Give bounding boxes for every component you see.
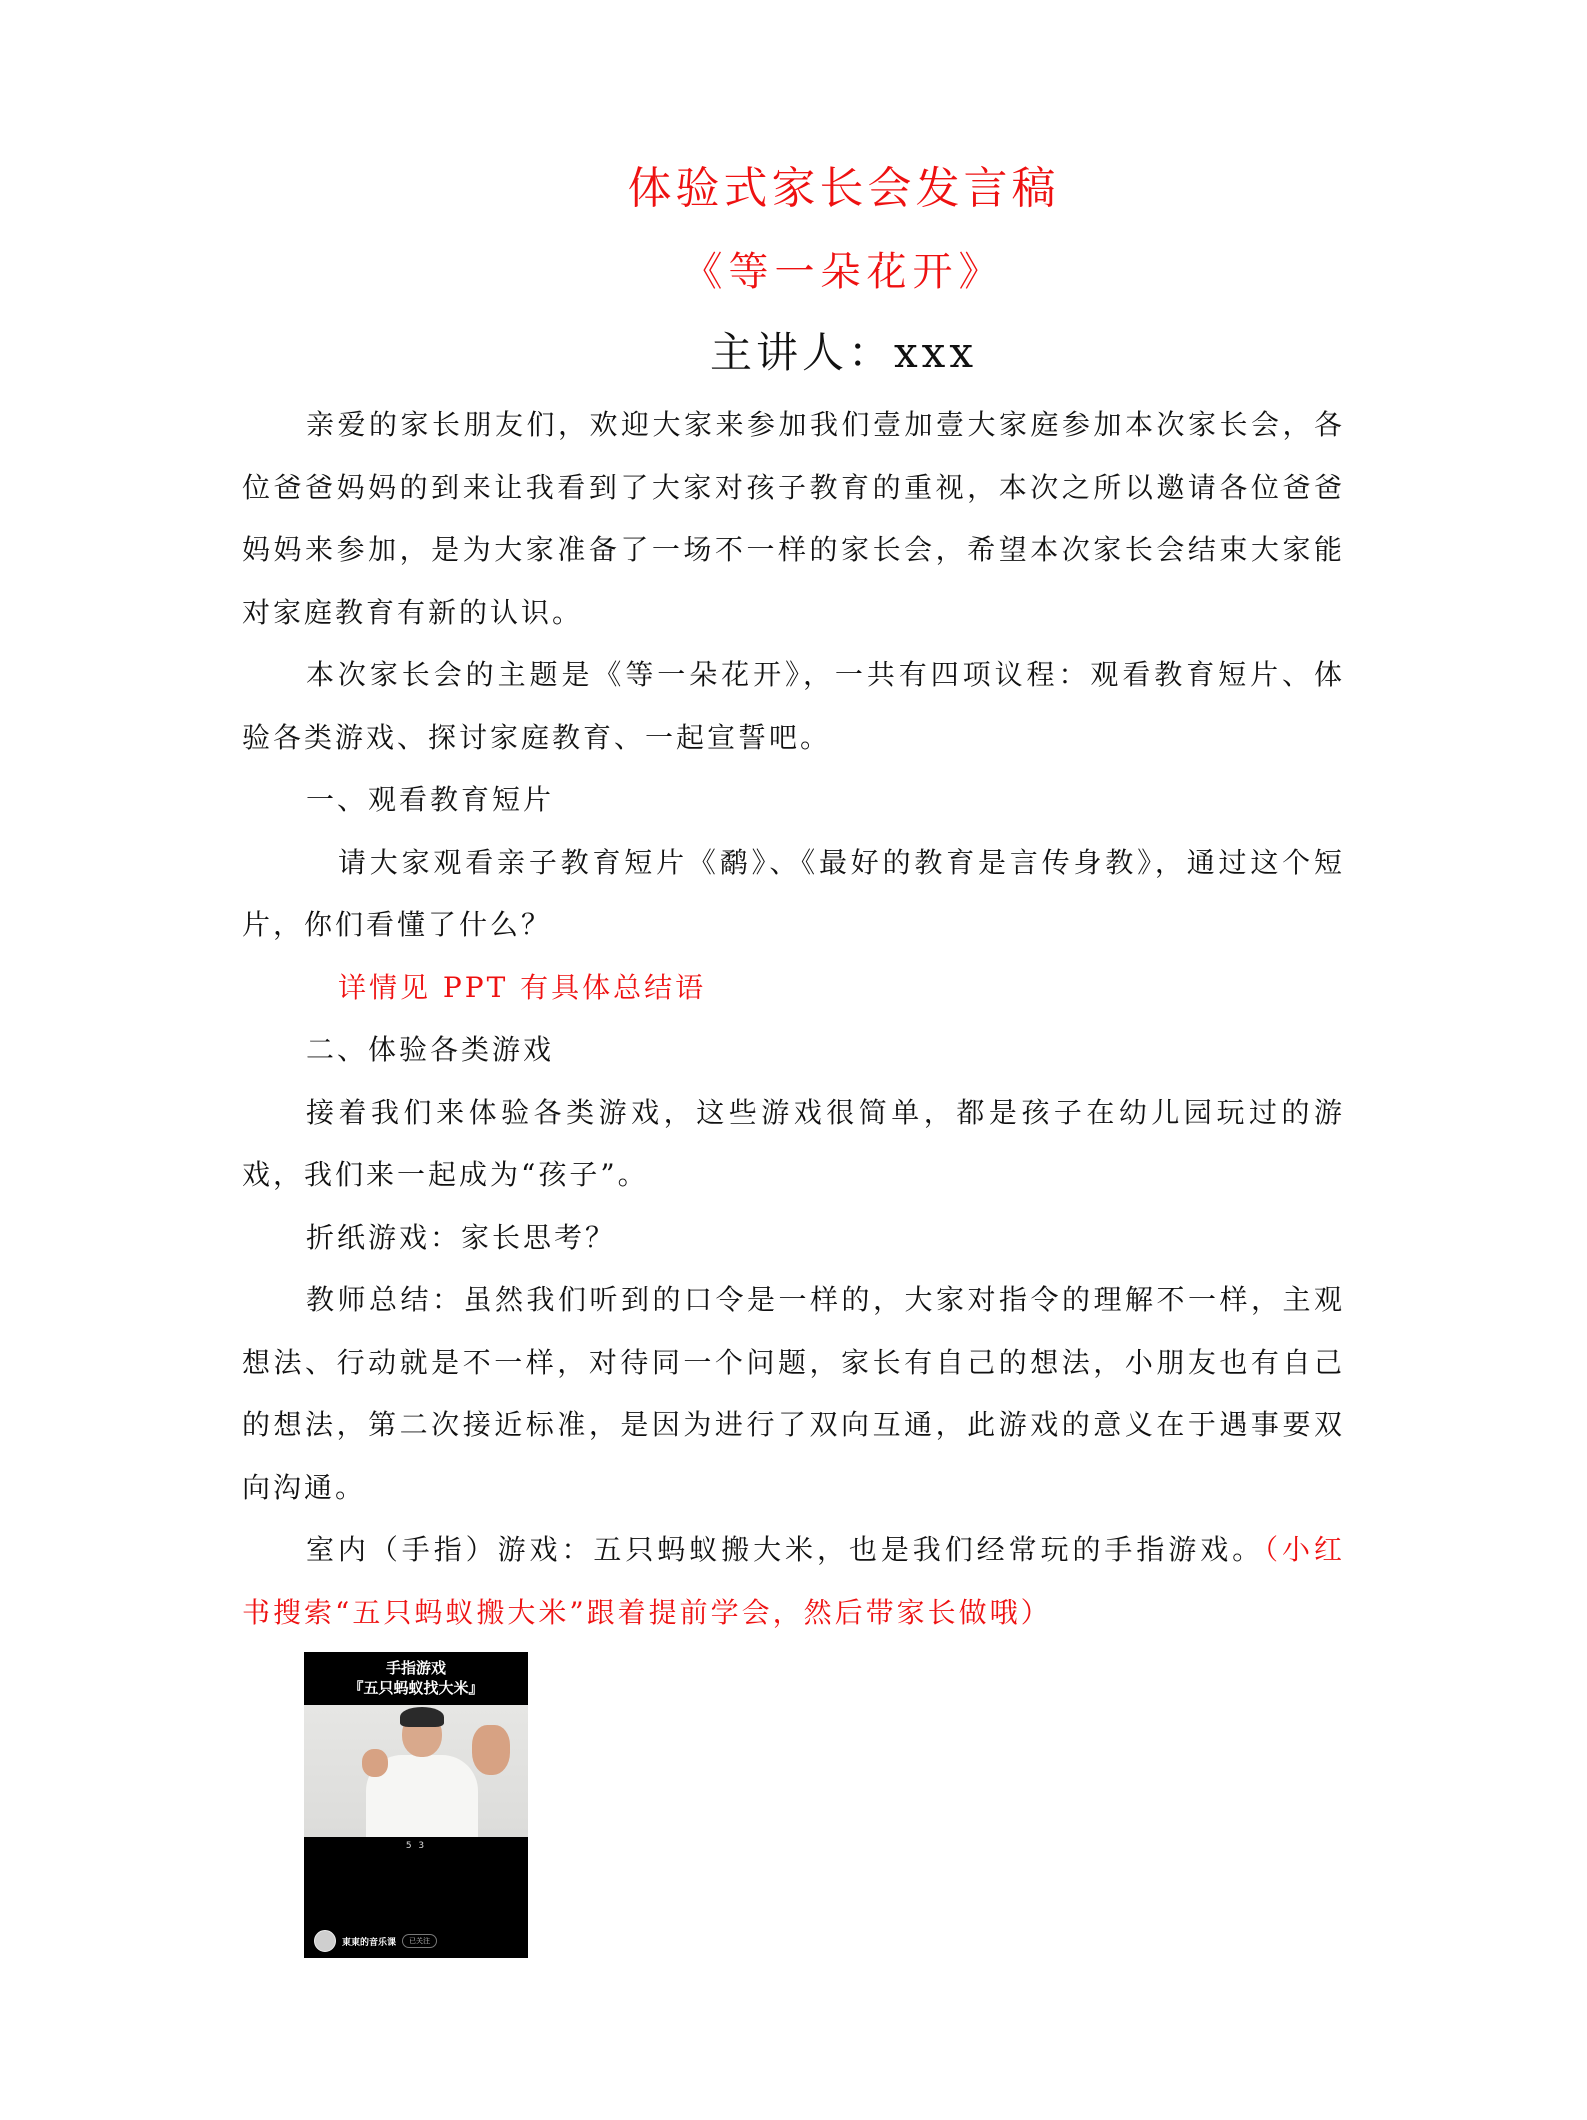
thumbnail-header-line1: 手指游戏	[385, 1659, 446, 1677]
section-heading-1: 一、观看教育短片	[306, 783, 555, 816]
document-body	[242, 394, 1345, 1644]
speaker-line: 主讲人：xxx	[709, 328, 978, 377]
paragraph-finger-game	[242, 1519, 1345, 1644]
paragraph-watch-films: 请大家观看亲子教育短片《鹬》、《最好的教育是言传身教》，通过这个短片，你们看懂了什么？	[242, 845, 1345, 941]
person-fist	[362, 1749, 388, 1777]
paragraph-agenda: 本次家长会的主题是《等一朵花开》，一共有四项议程：观看教育短片、体验各类游戏、探讨家庭教育、一起宣誓吧。	[242, 658, 1345, 754]
thumbnail-photo	[304, 1705, 528, 1837]
document-subtitle: 《等一朵花开》	[682, 249, 1005, 295]
account-avatar-icon	[314, 1930, 336, 1952]
finger-game-text: 室内（手指）游戏：五只蚂蚁搬大米，也是我们经常玩的手指游戏。	[306, 1533, 1265, 1566]
paragraph-welcome: 亲爱的家长朋友们，欢迎大家来参加我们壹加壹大家庭参加本次家长会，各位爸爸妈妈的到来让我看到了大家对孩子教育的重视，本次之所以邀请各位爸爸妈妈来参加，是为大家准备了一场不一样的家长会，希望本次家长会结束大家能对家庭教育有新的认识。	[242, 408, 1345, 629]
finger-game-video-thumbnail	[304, 1652, 528, 1958]
thumbnail-header	[304, 1652, 528, 1705]
paragraph-games-intro: 接着我们来体验各类游戏，这些游戏很简单，都是孩子在幼儿园玩过的游戏，我们来一起成为“孩子”。	[242, 1095, 1345, 1191]
person-open-hand	[472, 1725, 510, 1775]
finger-game-note: （小红书搜索“五只蚂蚁搬大米”跟着提前学会，然后带家长做哦）	[242, 1533, 1345, 1629]
follow-badge: 已关注	[402, 1934, 437, 1948]
document-title: 体验式家长会发言稿	[627, 163, 1060, 214]
section-heading-2: 二、体验各类游戏	[306, 1033, 555, 1066]
person-hair	[400, 1707, 444, 1727]
thumbnail-header-line2: 『五只蚂蚁找大米』	[348, 1679, 484, 1697]
note-ppt-summary: 详情见 PPT 有具体总结语	[338, 970, 707, 1004]
paragraph-origami-game: 折纸游戏：家长思考？	[306, 1220, 617, 1254]
account-name: 東東的音乐课	[342, 1937, 397, 1948]
thumbnail-account-bar	[314, 1930, 437, 1952]
thumbnail-counter: 5 3	[405, 1841, 427, 1851]
paragraph-teacher-summary: 教师总结：虽然我们听到的口令是一样的，大家对指令的理解不一样，主观想法、行动就是不一样，对待同一个问题，家长有自己的想法，小朋友也有自己的想法，第二次接近标准，是因为进行了双向互通，此游戏的意义在于遇事要双向沟通。	[242, 1283, 1345, 1504]
